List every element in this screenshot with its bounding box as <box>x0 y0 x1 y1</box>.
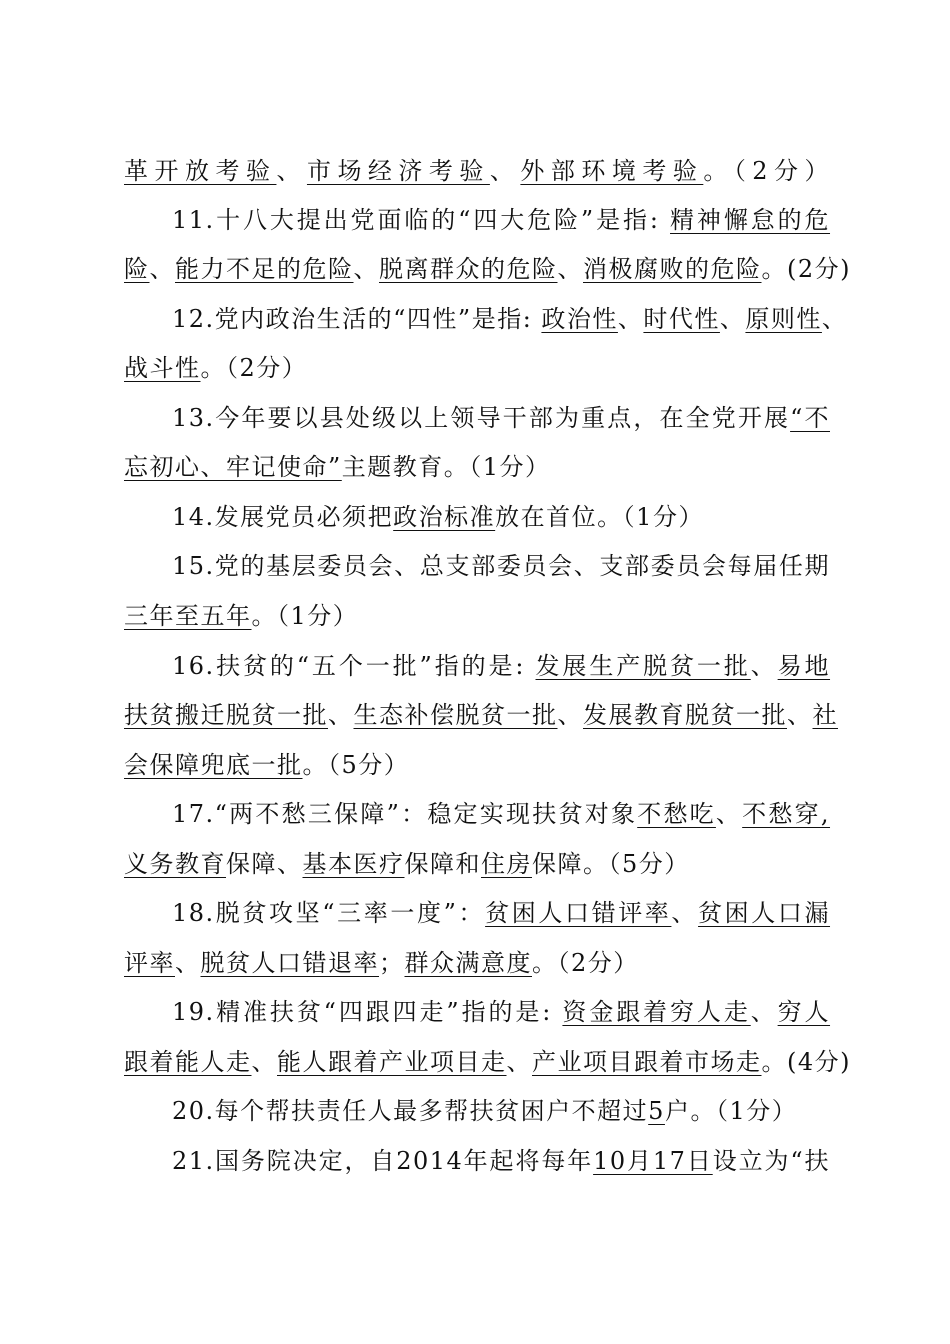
question-text: 、 <box>251 1048 277 1076</box>
question-text: 、 <box>821 305 848 333</box>
question-text: 、 <box>175 949 201 977</box>
answer-text: 5 <box>648 1097 665 1125</box>
question-text: 17.“两不愁三保障”：稳定实现扶贫对象 <box>172 800 638 828</box>
answer-text: 能力不足的危险 <box>175 255 354 283</box>
answer-text: 市场经济考验 <box>306 157 490 185</box>
question-text: 、 <box>353 255 379 283</box>
question-text: 、 <box>149 255 175 283</box>
answer-text: 能人跟着产业项目走 <box>277 1048 507 1076</box>
answer-text: 社 <box>812 701 838 729</box>
answer-text: 险 <box>124 255 150 283</box>
question-text: 。(2分) <box>761 255 851 283</box>
text-line <box>172 1144 830 1178</box>
answer-text: 跟着能人走 <box>124 1048 252 1076</box>
text-line <box>172 896 830 930</box>
question-text: 、 <box>715 800 743 828</box>
text-line <box>124 1045 851 1079</box>
answer-text: 三年至五年 <box>124 602 252 630</box>
answer-text: 发展教育脱贫一批 <box>583 701 787 729</box>
answer-text: 精神懈怠的危 <box>670 206 831 234</box>
question-text: 保障、 <box>226 850 303 878</box>
question-text: 、 <box>506 1048 532 1076</box>
answer-text: 外部环境考验 <box>520 157 704 185</box>
question-text: 、 <box>719 305 746 333</box>
question-text: 、 <box>489 157 521 185</box>
question-text: 19.精准扶贫“四跟四走”指的是: <box>172 998 563 1026</box>
question-text: 。（2分） <box>703 157 831 185</box>
answer-text: 产业项目跟着市场走 <box>532 1048 762 1076</box>
text-line <box>172 302 848 336</box>
question-text: 16.扶贫的“五个一批”指的是: <box>172 652 536 680</box>
text-line <box>172 203 830 237</box>
answer-text: 革开放考验 <box>124 157 277 185</box>
answer-text: 原则性 <box>745 305 822 333</box>
text-line <box>172 995 830 1029</box>
text-line <box>124 698 838 732</box>
question-text: 保障和 <box>404 850 481 878</box>
text-line <box>124 450 830 484</box>
question-text: ； <box>379 949 405 977</box>
question-text: 15.党的基层委员会、总支部委员会、支部委员会每届任期 <box>172 552 830 580</box>
answer-text: 易地 <box>777 652 831 680</box>
question-text: 。(4分) <box>761 1048 851 1076</box>
answer-text: 基本医疗 <box>302 850 405 878</box>
answer-text: 扶贫搬迁脱贫一批 <box>124 701 328 729</box>
question-text: 13.今年要以县处级以上领导干部为重点，在全党开展 <box>172 404 791 432</box>
answer-text: 脱离群众的危险 <box>379 255 558 283</box>
answer-text: 发展生产脱贫一批 <box>535 652 751 680</box>
answer-text: 脱贫人口错退率 <box>200 949 379 977</box>
text-line <box>124 351 830 385</box>
answer-text: 战斗性 <box>124 354 201 382</box>
question-text: 主题教育。（1分） <box>341 453 551 481</box>
question-text: 、 <box>557 701 583 729</box>
text-line <box>172 549 830 583</box>
question-text: 户。（1分） <box>664 1097 798 1125</box>
answer-text: 政治性 <box>541 305 618 333</box>
question-text: 。（2分） <box>200 354 308 382</box>
answer-text: 贫困人口错评率 <box>485 899 672 927</box>
text-line <box>172 500 830 534</box>
answer-text: 群众满意度 <box>404 949 532 977</box>
text-line <box>172 649 830 683</box>
question-text: 。（2分） <box>532 949 639 977</box>
question-text: 放在首位。（1分） <box>495 503 704 531</box>
answer-text: 评率 <box>124 949 175 977</box>
text-line <box>172 1094 830 1128</box>
answer-text: 穷人 <box>777 998 831 1026</box>
text-line <box>124 946 830 980</box>
answer-text: 10月17日 <box>593 1147 713 1175</box>
answer-text: 义务教育 <box>124 850 226 878</box>
question-text: 、 <box>750 998 778 1026</box>
question-text: 。（1分） <box>251 602 359 630</box>
question-text: 。（5分） <box>302 751 410 779</box>
answer-text: 时代性 <box>643 305 720 333</box>
question-text: 21.国务院决定，自2014年起将每年 <box>172 1147 594 1175</box>
question-text: 设立为“扶 <box>712 1147 830 1175</box>
text-line <box>124 748 830 782</box>
question-text: 18.脱贫攻坚“三率一度”： <box>172 899 486 927</box>
answer-text: 会保障兜底一批 <box>124 751 303 779</box>
question-text: 、 <box>787 701 813 729</box>
text-line <box>124 154 830 188</box>
text-line <box>124 847 830 881</box>
answer-text: 贫困人口漏 <box>698 899 831 927</box>
question-text: 、 <box>557 255 583 283</box>
answer-text: 不愁穿, <box>742 800 831 828</box>
question-text: 12.党内政治生活的“四性”是指: <box>172 305 542 333</box>
question-text: 、 <box>276 157 307 185</box>
answer-text: 生态补偿脱贫一批 <box>353 701 558 729</box>
answer-text: 资金跟着穷人走 <box>562 998 751 1026</box>
question-text: 、 <box>617 305 644 333</box>
text-line <box>124 252 851 286</box>
question-text: 、 <box>328 701 354 729</box>
answer-text: “不 <box>790 404 830 432</box>
text-line <box>172 797 830 831</box>
text-line <box>172 401 830 435</box>
answer-text: 住房 <box>481 850 532 878</box>
question-text: 、 <box>671 899 699 927</box>
answer-text: 政治标准 <box>393 503 496 531</box>
question-text: 14.发展党员必须把 <box>172 503 394 531</box>
answer-text: 消极腐败的危险 <box>583 255 762 283</box>
question-text: 保障。（5分） <box>532 850 690 878</box>
answer-text: 忘初心、牢记使命” <box>124 453 342 481</box>
answer-text: 不愁吃 <box>637 800 716 828</box>
text-line <box>124 599 830 633</box>
question-text: 20.每个帮扶责任人最多帮扶贫困户不超过 <box>172 1097 649 1125</box>
question-text: 、 <box>750 652 778 680</box>
question-text: 11.十八大提出党面临的“四大危险”是指: <box>172 206 671 234</box>
